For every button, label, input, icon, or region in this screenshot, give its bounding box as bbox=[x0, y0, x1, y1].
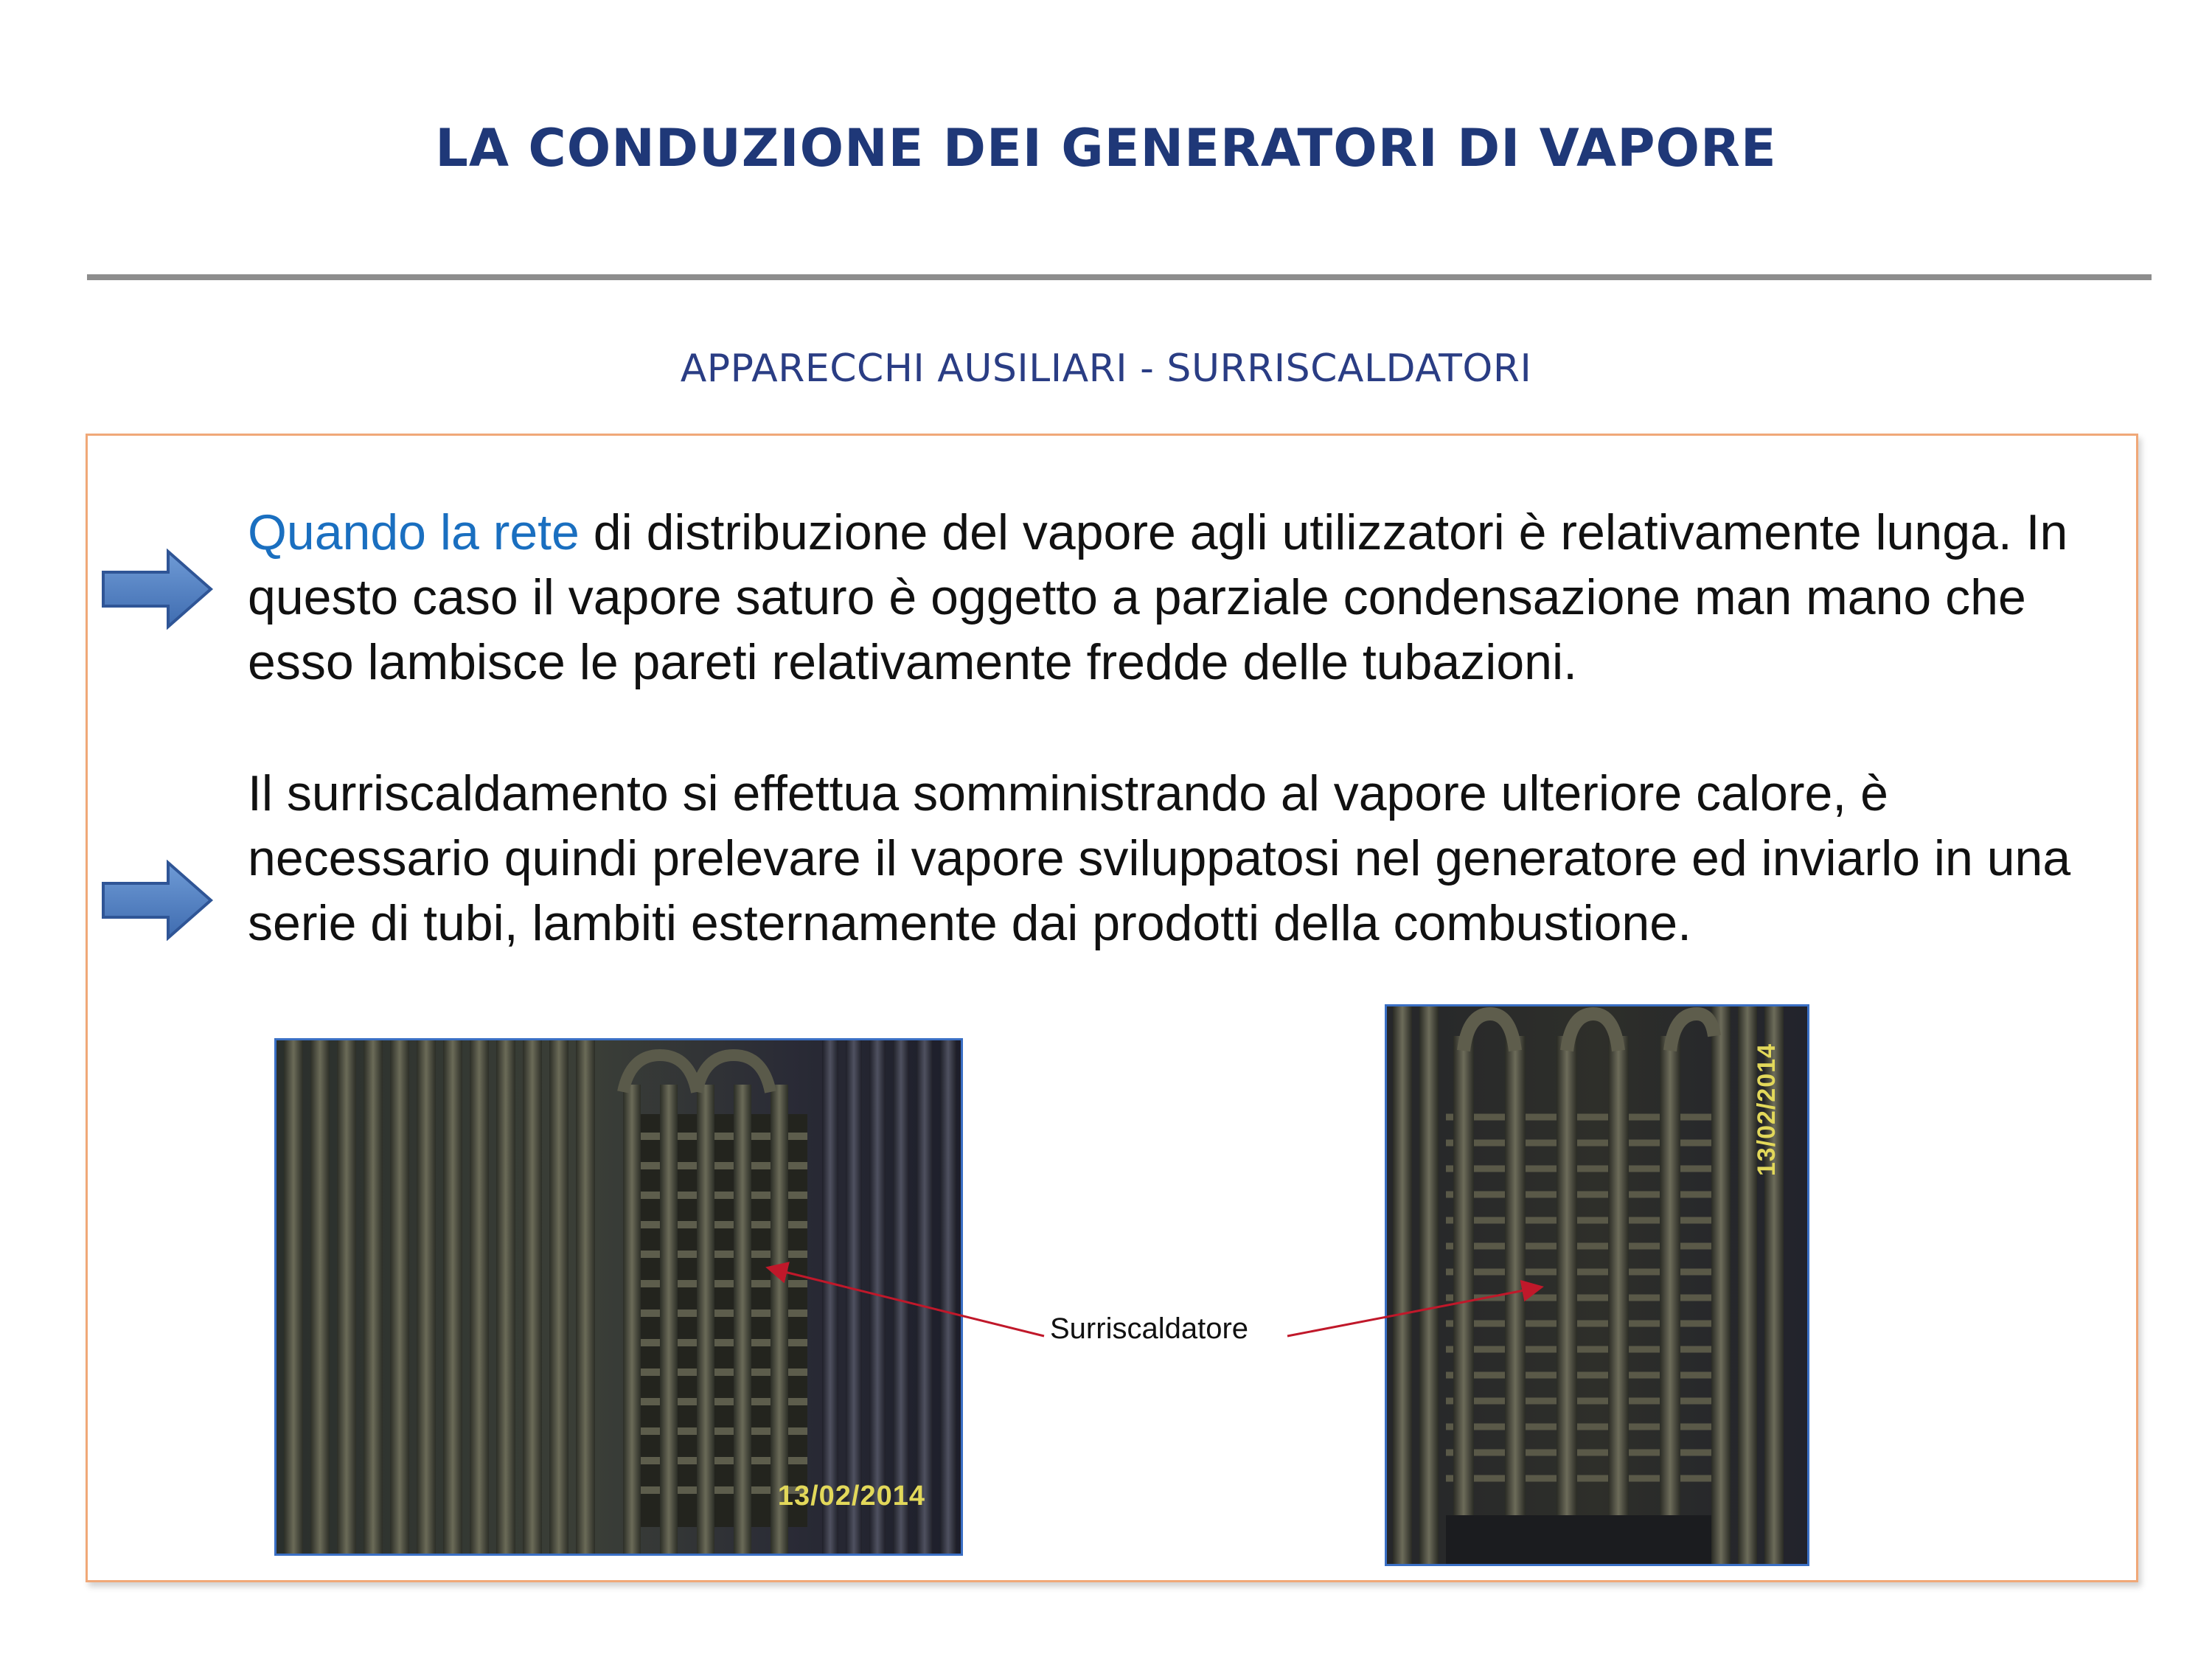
page-title: LA CONDUZIONE DEI GENERATORI DI VAPORE bbox=[435, 118, 1777, 178]
highlight-text: Quando la rete bbox=[248, 504, 580, 560]
section-subtitle: APPARECCHI AUSILIARI - SURRISCALDATORI bbox=[680, 347, 1532, 391]
superheater-photo-left bbox=[274, 1038, 963, 1556]
header-divider bbox=[87, 274, 2152, 280]
superheater-photo-right bbox=[1385, 1004, 1809, 1566]
superheater-callout-label: Surriscaldatore bbox=[1050, 1312, 1249, 1345]
photo-date-stamp: 13/02/2014 bbox=[1753, 1043, 1781, 1177]
paragraph-text: di distribuzione del vapore agli utilizzatori è relativamente lunga. In questo caso il vapore saturo è oggetto a parziale condensazione man mano che esso lambisce le pareti relativamente fredde delle tubazioni. bbox=[248, 504, 2068, 690]
paragraph-superheating: Il surriscaldamento si effettua somministrando al vapore ulteriore calore, è necessario quindi prelevare il vapore sviluppatosi nel generatore ed inviarlo in una serie di tubi, lambiti esternamente dai prodotti della combustione. bbox=[248, 765, 2071, 951]
right-arrow-icon bbox=[100, 549, 214, 630]
photo-date-stamp: 13/02/2014 bbox=[777, 1481, 925, 1512]
right-arrow-icon bbox=[100, 860, 214, 941]
paragraph-network bbox=[248, 500, 2135, 695]
